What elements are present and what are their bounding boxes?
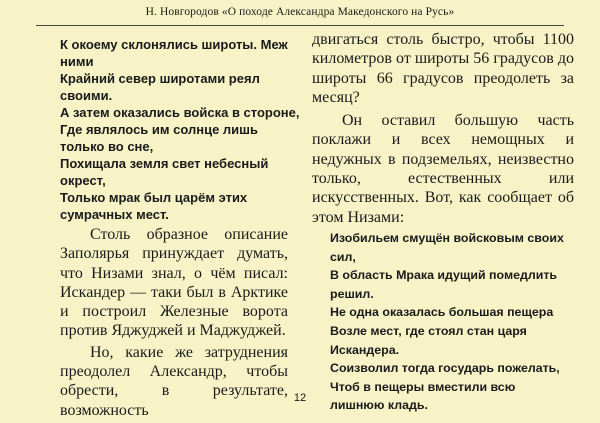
poem-line: Крайний север широтами реял	[60, 71, 260, 86]
poem-line: Возле мест, где стоял стан царя	[330, 323, 527, 338]
poem-line: лишнюю кладь.	[330, 398, 428, 413]
left-paragraph-1: Столь образное описание Заполярья принуждает думать, что Низами знал, о чём писал: Искандер — таки был в Арктике и построил Железные ворота против Яджуджей и Маджуджей.	[60, 226, 288, 340]
right-column	[312, 30, 574, 415]
left-poem	[60, 36, 300, 223]
left-paragraph-2: Но, какие же затруднения преодолел Александр, чтобы обрести, в результате, возможность	[60, 343, 288, 419]
poem-line: Соизволил тогда государь пожелать,	[330, 361, 560, 376]
right-paragraph-1: двигаться столь быстро, чтобы 1100 километров от широты 56 градусов до широты 66 градусов преодолеть за месяц?	[312, 31, 574, 106]
poem-line: Где являлось им солнце лишь	[60, 122, 258, 137]
poem-line: Изобильем смущён войсковым своих	[330, 230, 564, 245]
right-paragraph-2: Он оставил большую часть поклажи и всех немощных и недужных в подземельях, неизвестно только, естественных или искусственных. Вот, как сообщает об этом Низами:	[312, 112, 574, 226]
header-rule	[36, 25, 564, 26]
poem-line: В область Мрака идущий помедлить	[330, 268, 558, 283]
poem-line: А затем оказались войска в стороне,	[60, 105, 300, 120]
poem-line: Не одна оказалась большая пещера	[330, 305, 554, 320]
running-header: Н. Новгородов «О походе Александра Македонского на Русь»	[145, 6, 455, 18]
poem-line: своими.	[60, 88, 113, 103]
poem-line: Искандера.	[330, 342, 400, 357]
right-poem	[330, 229, 574, 415]
poem-line: ними	[60, 54, 94, 69]
poem-line: сумрачных мест.	[60, 207, 169, 222]
poem-line: сил,	[330, 249, 356, 264]
poem-line: Похищала земля свет небесный	[60, 156, 269, 171]
poem-line: К окоему склонялись широты. Меж	[60, 37, 288, 52]
poem-line: только во сне,	[60, 139, 154, 154]
poem-line: Чтоб в пещеры вместили всю	[330, 379, 516, 394]
poem-line: Только мрак был царём этих	[60, 190, 248, 205]
poem-line: решил.	[330, 286, 374, 301]
poem-line: окрест,	[60, 173, 106, 188]
page-number: 12	[293, 392, 307, 404]
